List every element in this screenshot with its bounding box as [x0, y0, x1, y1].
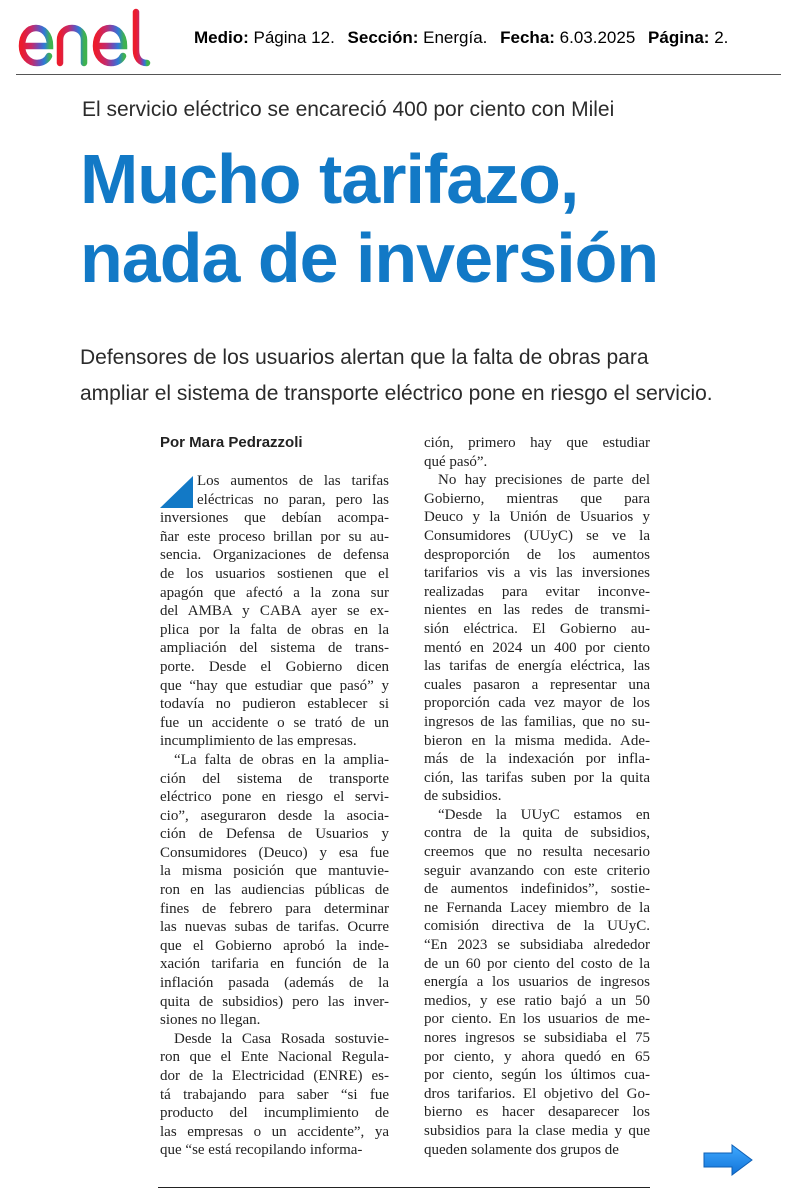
- article-text-line: más de la indexación por infla-: [424, 751, 650, 768]
- article-text-line: plica por la falta de obras en la: [160, 621, 389, 638]
- article-text-line: eléctrico pone en riesgo el servi-: [160, 789, 389, 806]
- article-text-line: ción, primero hay que estudiar: [424, 435, 650, 451]
- article-text-line: sencia. Organizaciones de defensa: [160, 547, 389, 564]
- article-text-line: seguir avanzando con este criterio: [424, 862, 650, 879]
- article-text-line: de aumentos indefinidos”, sostie-: [424, 881, 650, 898]
- article-text-line: ción, las tarifas suben por la quita: [424, 769, 650, 786]
- article-text-line: ron en las audiencias públicas de: [160, 882, 389, 899]
- seccion-label: Sección:: [347, 28, 419, 47]
- seccion-value: Energía.: [423, 28, 488, 47]
- article-text-line: desproporción de los aumentos: [424, 546, 650, 563]
- article-text-line: realizadas para evitar inconve-: [424, 583, 650, 600]
- article-deck: [80, 340, 770, 412]
- fecha-value: 6.03.2025: [559, 28, 636, 47]
- article-text-line: Consumidores (UUyC) se ve la: [424, 527, 650, 544]
- article-text-line: por ciento, según los últimos cua-: [424, 1067, 650, 1084]
- article-text-line: ampliación del sistema de trans-: [160, 640, 389, 657]
- article-text-line: por ciento, y ahora quedó en 65: [424, 1048, 650, 1065]
- article-text-line: qué pasó”.: [424, 453, 488, 470]
- article-text-line: tarifarios vis a vis las inversiones: [424, 565, 650, 582]
- article-text-line: ción de Defensa de Usuarios y: [160, 826, 389, 843]
- article-column-2: [424, 434, 650, 1159]
- article-text-line: producto del incumplimiento de: [160, 1105, 389, 1122]
- article-text-line: por ciento. En los usuarios de me-: [424, 1011, 650, 1028]
- article-text-line: que “hay que estudiar que pasó” y: [160, 677, 389, 694]
- article-text-line: “En 2023 se subsidiaba alrededor: [424, 937, 650, 954]
- header-divider: [16, 74, 781, 75]
- article-text-line: “Desde la UUyC estamos en: [438, 806, 650, 823]
- article-text-line: nores ingresos se subsidiaba el 75: [424, 1030, 650, 1046]
- article-text-line: creemos que no resulta necesario: [424, 844, 650, 861]
- article-text-line: “La falta de obras en la amplia-: [174, 751, 389, 768]
- article-text-line: apagón que afectó a la zona sur: [160, 584, 389, 601]
- article-text-line: Gobierno, mientras que para: [424, 490, 650, 507]
- article-text-line: queden solamente dos grupos de: [424, 1141, 619, 1158]
- article-text-line: mentó en 2024 un 400 por ciento: [424, 639, 650, 656]
- article-text-line: Consumidores (Deuco) y esa fue: [160, 844, 389, 861]
- article-text-line: porte. Desde el Gobierno dicen: [160, 658, 389, 675]
- article-text-line: medios, y ese ratio bajó a un 50: [424, 992, 650, 1009]
- article-text-line: nientes en las redes de transmi-: [424, 602, 650, 619]
- article-byline: Por Mara Pedrazzoli: [160, 434, 303, 451]
- deck-line: ampliar el sistema de transporte eléctrico pone en riesgo el servicio.: [80, 382, 713, 405]
- article-text-line: eléctricas no paran, pero las: [197, 491, 389, 508]
- article-text-line: comisión directiva de la UUyC.: [424, 918, 650, 935]
- article-text-line: dros tarifarios. El objetivo del Go-: [424, 1085, 650, 1102]
- article-text-line: Deuco y la Unión de Usuarios y: [424, 509, 650, 526]
- article-text-line: las empresas o un accidente”, ya: [160, 1123, 389, 1140]
- article-column-1: [160, 472, 389, 1160]
- headline-line: nada de inversión: [80, 219, 659, 297]
- article-text-line: que el Gobierno aprobó la inde-: [160, 937, 389, 954]
- article-text-line: sión eléctrica. El Gobierno au-: [424, 620, 650, 637]
- article-text-line: fines de febrero para determinar: [160, 900, 389, 917]
- article-text-line: de un 60 por ciento del costo de la: [424, 955, 650, 972]
- footer-divider: [158, 1187, 650, 1188]
- article-text-line: ron que el Ente Nacional Regula-: [160, 1049, 389, 1066]
- headline-line: Mucho tarifazo,: [80, 140, 579, 218]
- article-text-line: todavía no pudieron establecer si: [160, 696, 389, 713]
- medio-value: Página 12.: [253, 28, 335, 47]
- pagina-label: Página:: [648, 28, 710, 47]
- article-text-line: fue un accidente o se trató de un: [160, 714, 389, 731]
- article-text-line: inversiones que debían acompa-: [160, 510, 389, 527]
- article-text-line: xación tarifaria en función de la: [160, 956, 389, 973]
- article-text-line: energía a los usuarios de ingresos: [424, 974, 650, 991]
- article-text-line: incumplimiento de las empresas.: [160, 733, 357, 750]
- article-headline: [80, 140, 780, 298]
- article-text-line: la misma posición que mantuvie-: [160, 863, 389, 880]
- article-text-line: Desde la Casa Rosada sostuvie-: [174, 1030, 389, 1047]
- article-text-line: bierno es hacer desaparecer los: [424, 1104, 650, 1121]
- article-text-line: ñar este proceso brillan por su au-: [160, 528, 389, 545]
- article-text-line: subsidios para la clase media y que: [424, 1122, 650, 1139]
- enel-logo: [16, 8, 172, 68]
- article-text-line: las tarifas de energía eléctrica, las: [424, 658, 650, 675]
- article-text-line: cio”, aseguraron desde la asocia-: [160, 807, 389, 824]
- article-text-line: ne Fernanda Lacey miembro de la: [424, 899, 650, 916]
- article-text-line: ingresos de las familias, que no su-: [424, 713, 650, 730]
- article-text-line: bieron en la misma medida. Ade-: [424, 732, 650, 749]
- article-text-line: las nuevas subas de tarifas. Ocurre: [160, 919, 389, 936]
- pagina-value: 2.: [714, 28, 729, 47]
- next-page-arrow-icon[interactable]: [702, 1143, 754, 1177]
- article-text-line: siones no llegan.: [160, 1012, 261, 1029]
- article-text-line: de los usuarios sostienen que el: [160, 565, 389, 582]
- article-text-line: cuales pasaron a representar una: [424, 676, 650, 693]
- article-text-line: que “se está recopilando informa-: [160, 1142, 363, 1159]
- article-text-line: ción del sistema de transporte: [160, 770, 389, 787]
- publication-meta: [194, 28, 728, 48]
- article-text-line: Los aumentos de las tarifas: [197, 473, 389, 489]
- article-text-line: inflación pasada (además de la: [160, 975, 389, 992]
- article-text-line: contra de la quita de subsidios,: [424, 825, 650, 842]
- article-text-line: dor de la Electricidad (ENRE) es-: [160, 1068, 389, 1084]
- article-kicker: El servicio eléctrico se encareció 400 por ciento con Milei: [82, 98, 615, 121]
- article-text-line: tá trabajando para saber “si fue: [160, 1086, 389, 1103]
- article-text-line: de subsidios.: [424, 788, 502, 805]
- deck-line: Defensores de los usuarios alertan que la falta de obras para: [80, 346, 649, 369]
- article-text-line: proporción cada vez mayor de los: [424, 695, 650, 712]
- article-text-line: No hay precisiones de parte del: [438, 472, 650, 489]
- article-text-line: del AMBA y CABA ayer se ex-: [160, 603, 389, 620]
- medio-label: Medio:: [194, 28, 249, 47]
- article-text-line: quita de subsidios) pero las inver-: [160, 993, 389, 1010]
- fecha-label: Fecha:: [500, 28, 555, 47]
